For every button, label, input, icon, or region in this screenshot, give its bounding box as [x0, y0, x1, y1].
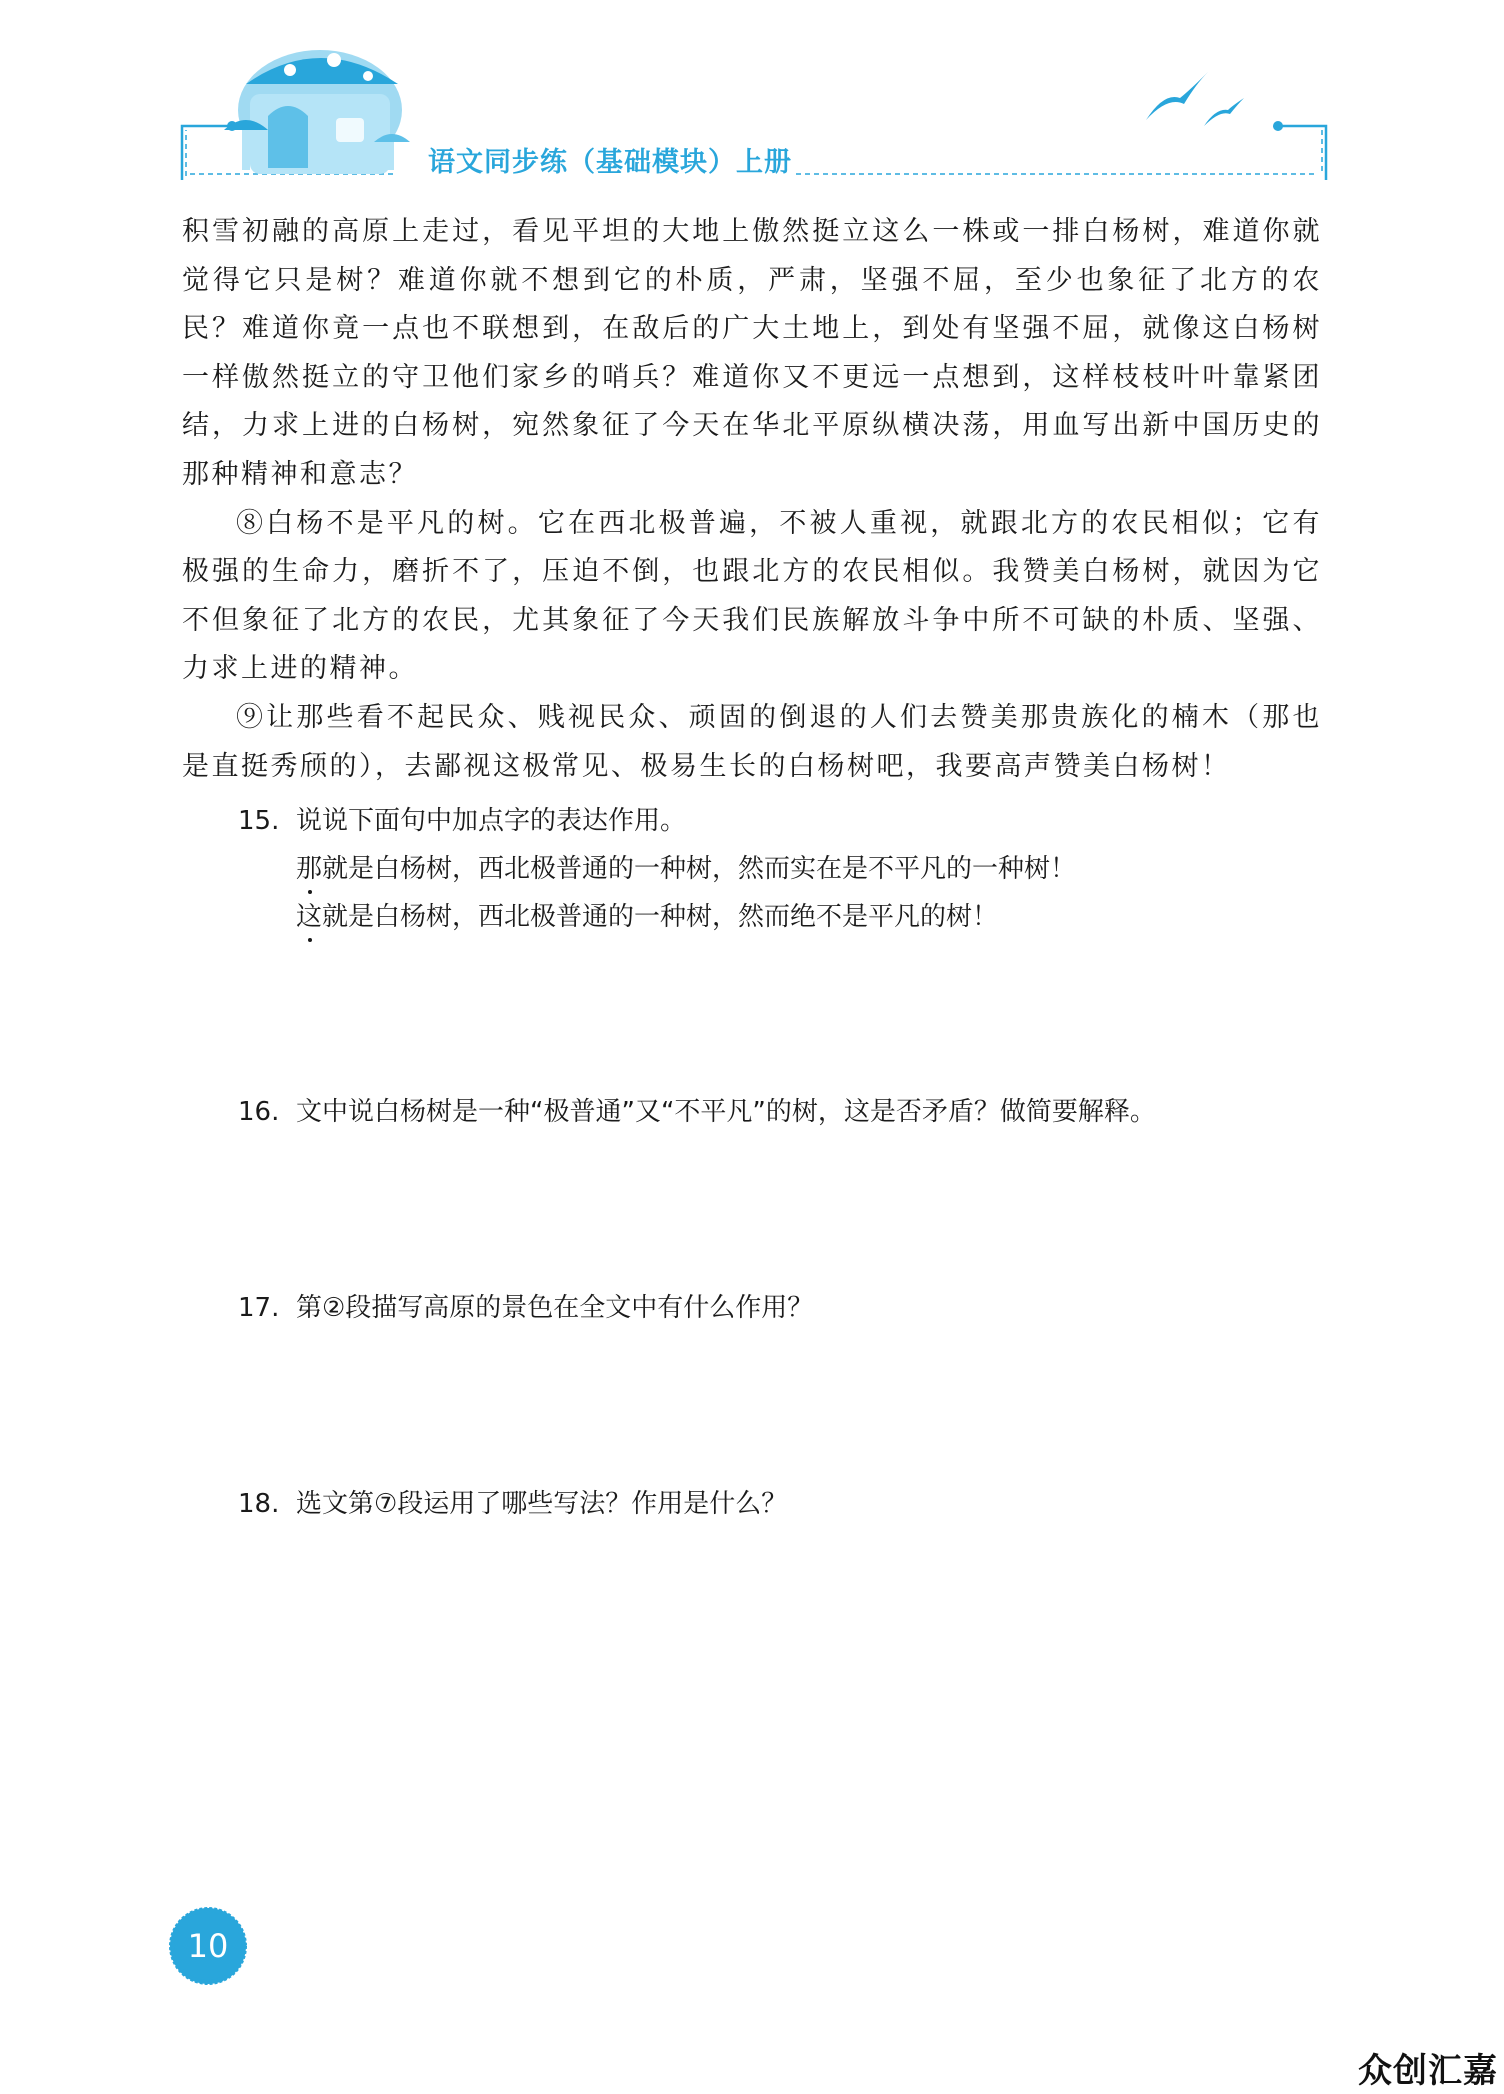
question-18: [238, 1480, 1328, 1528]
question-16: [238, 1088, 1328, 1136]
emphasis-dot: [308, 890, 312, 894]
question-number: 16.: [238, 1097, 280, 1127]
page-header: [0, 0, 1504, 200]
emphasis-dot: [308, 938, 312, 942]
watermark: 众创汇嘉: [1358, 2051, 1498, 2091]
page-number: 10: [187, 1927, 229, 1965]
question-text: 第②段描写高原的景色在全文中有什么作用？: [296, 1293, 814, 1323]
question-text: 选文第⑦段运用了哪些写法？作用是什么？: [296, 1489, 788, 1519]
paragraph-8: ⑧白杨不是平凡的树。它在西北极普遍，不被人重视，就跟北方的农民相似；它有极强的生命力，磨折不了，压迫不倒，也跟北方的农民相似。我赞美白杨树，就因为它不但象征了北方的农民，尤其象征了今天我们民族解放斗争中所不可缺的朴质、坚强、力求上进的精神。: [182, 507, 1322, 685]
question-number: 17.: [238, 1293, 280, 1323]
question-17: [238, 1284, 1328, 1332]
mushroom-house-illustration: [224, 50, 410, 174]
question-number: 18.: [238, 1489, 280, 1519]
passage: [182, 208, 1322, 791]
bird-icon: [1204, 98, 1244, 126]
example-sentence-1: 那就是白杨树，西北极普通的一种树，然而实在是不平凡的一种树！: [296, 854, 1077, 884]
bird-icon: [1146, 72, 1208, 120]
paragraph-7-tail: 积雪初融的高原上走过，看见平坦的大地上傲然挺立这么一株或一排白杨树，难道你就觉得它只是树？难道你就不想到它的朴质，严肃，坚强不屈，至少也象征了北方的农民？难道你竟一点也不联想到，在敌后的广大土地上，到处有坚强不屈，就像这白杨树一样傲然挺立的守卫他们家乡的哨兵？难道你又不更远一点想到，这样枝枝叶叶靠紧团结，力求上进的白杨树，宛然象征了今天在华北平原纵横决荡，用血写出新中国历史的那种精神和意志？: [182, 216, 1322, 490]
question-text: 说说下面句中加点字的表达作用。: [296, 806, 687, 836]
question-number: 15.: [238, 806, 280, 836]
question-text: 文中说白杨树是一种“极普通”又“不平凡”的树，这是否矛盾？做简要解释。: [296, 1097, 1156, 1127]
book-title: 语文同步练（基础模块）上册: [428, 147, 792, 178]
example-sentence-2: 这就是白杨树，西北极普通的一种树，然而绝不是平凡的树！: [296, 902, 999, 932]
question-15: [238, 797, 1328, 845]
paragraph-9: ⑨让那些看不起民众、贱视民众、顽固的倒退的人们去赞美那贵族化的楠木（那也是直挺秀颀的），去鄙视这极常见、极易生长的白杨树吧，我要高声赞美白杨树！: [182, 701, 1322, 782]
